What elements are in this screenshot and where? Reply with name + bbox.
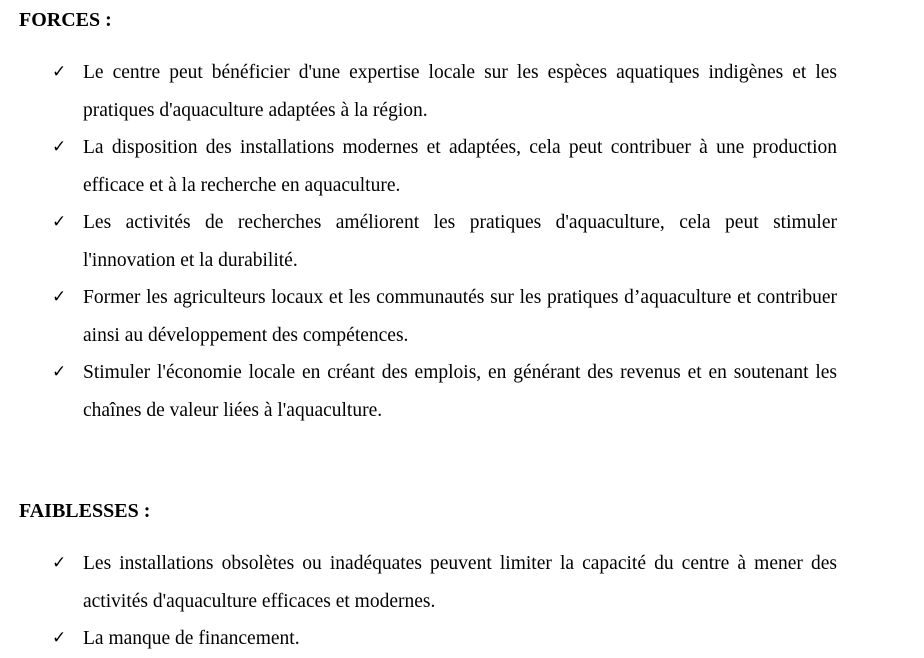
- faiblesses-heading: FAIBLESSES :: [19, 500, 151, 522]
- forces-list-item: [0, 354, 837, 429]
- checkmark-icon: ✓: [52, 137, 67, 157]
- checkmark-icon: ✓: [52, 553, 67, 573]
- faiblesses-list: [0, 545, 924, 658]
- forces-list: [0, 54, 924, 429]
- list-item-text: Former les agriculteurs locaux et les communautés sur les pratiques d’aquaculture et contribuer ainsi au développement des compétences.: [83, 287, 837, 346]
- list-item-text: La disposition des installations modernes et adaptées, cela peut contribuer à une production efficace et à la recherche en aquaculture.: [83, 137, 837, 196]
- faiblesses-list-item: [0, 545, 837, 620]
- forces-list-item: [0, 129, 837, 204]
- list-item-text: Les activités de recherches améliorent les pratiques d'aquaculture, cela peut stimuler l'innovation et la durabilité.: [83, 212, 837, 271]
- forces-heading: FORCES :: [19, 9, 112, 31]
- list-item-text: Les installations obsolètes ou inadéquates peuvent limiter la capacité du centre à mener des activités d'aquaculture efficaces et modernes.: [83, 553, 837, 612]
- forces-list-item: [0, 204, 837, 279]
- checkmark-icon: ✓: [52, 212, 67, 232]
- checkmark-icon: ✓: [52, 287, 67, 307]
- list-item-text: La manque de financement.: [83, 628, 300, 649]
- checkmark-icon: ✓: [52, 62, 67, 82]
- list-item-text: Stimuler l'économie locale en créant des emplois, en générant des revenus et en soutenant les chaînes de valeur liées à l'aquaculture.: [83, 362, 837, 421]
- checkmark-icon: ✓: [52, 628, 67, 648]
- list-item-text: Le centre peut bénéficier d'une expertise locale sur les espèces aquatiques indigènes et les pratiques d'aquaculture adaptées à la région.: [83, 62, 837, 121]
- faiblesses-list-item: [0, 620, 837, 658]
- forces-list-item: [0, 279, 837, 354]
- forces-list-item: [0, 54, 837, 129]
- checkmark-icon: ✓: [52, 362, 67, 382]
